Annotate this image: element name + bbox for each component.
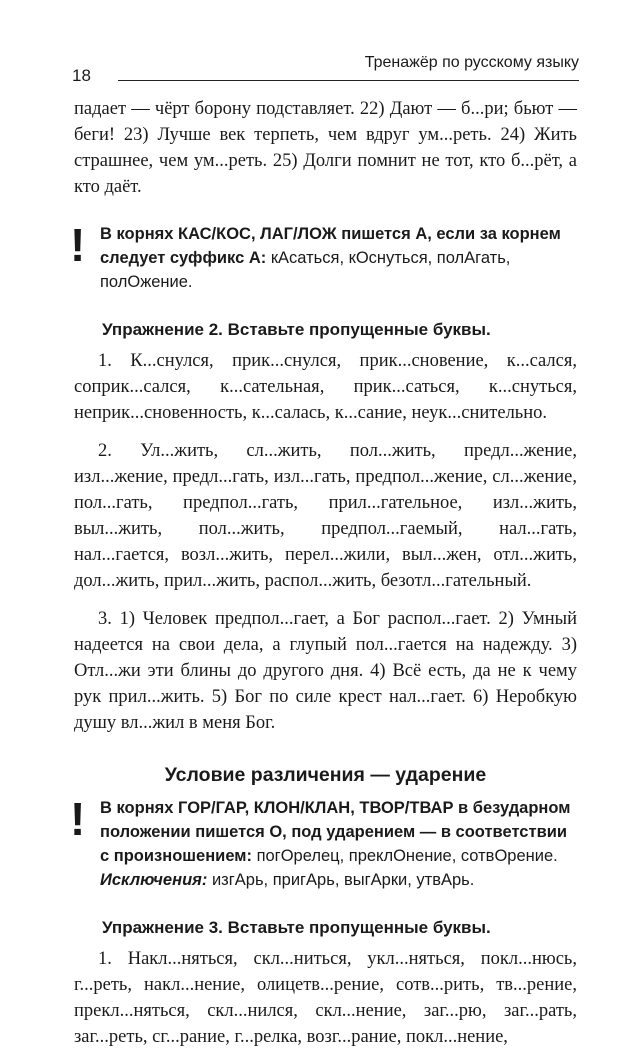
page-content — [70, 96, 577, 1050]
exclamation-icon: ! — [70, 793, 86, 845]
exercise-2-part-2: 2. Ул...жить, сл...жить, пол...жить, предл...жение, изл...жение, предл...гать, изл...гать, предпол...жение, сл...жение, пол...гать, предпол...гать, прил...гательное, изл...жить, выл...жить, пол...жить, предпол...гаемый, нал...гать, нал...гается, возл...жить, перел...жили, выл...жен, отл...жить, дол...жить, прил...жить, распол...жить, безотл...гательный. — [74, 441, 577, 591]
exercise-3-heading: Упражнение 3. Вставьте пропущенные буквы. — [102, 918, 491, 937]
exercise-3-part-1: 1. Накл...няться, скл...ниться, укл...няться, покл...нюсь, г...реть, накл...нение, олицетв...рение, сотв...рить, тв...рение, прекл...няться, скл...нился, скл...нение, заг...рю, заг...рать, заг...реть, сг...рание, г...релка, возг...рание, покл...нение, — [74, 949, 577, 1047]
rule-examples: кАсаться, кОснуться, полАгать, полОжение. — [100, 249, 511, 291]
rule-bold-text: В корнях КАС/КОС, ЛАГ/ЛОЖ пишется А, если за корнем следует суффикс А: — [100, 225, 561, 267]
page-number: 18 — [72, 66, 91, 85]
page-header — [0, 52, 635, 92]
rule-text — [100, 796, 577, 892]
rule-text — [100, 222, 577, 294]
rule-block-gor-gar — [70, 793, 577, 892]
exceptions-label: Исключения: — [100, 871, 208, 889]
running-title: Тренажёр по русскому языку — [364, 54, 579, 71]
section-heading: Условие различения — ударение — [164, 764, 487, 786]
rule-bold-text: В корнях ГОР/ГАР, КЛОН/КЛАН, ТВОР/ТВАР в безударном положении пишется О, под ударением — в соответствии с произношением: — [100, 799, 571, 865]
rule-block-kas-kos — [70, 219, 577, 294]
exercise-2-part-1: 1. К...снулся, прик...снулся, прик...сновение, к...сался, соприк...сался, к...сательная, прик...саться, к...снуться, неприк...сновенность, к...салась, к...сание, неук...снительно. — [74, 351, 577, 423]
rule-examples: погОрелец, преклОнение, сотвОрение. — [251, 847, 558, 865]
exceptions-list: изгАрь, пригАрь, выгАрки, утвАрь. — [207, 871, 475, 889]
top-paragraph: падает — чёрт борону подставляет. 22) Дают — б...ри; бьют — беги! 23) Лучше век терпеть, чем вдруг ум...реть. 24) Жить страшнее, чем ум...реть. 25) Долги помнит не тот, кто б...рёт, а кто даёт. — [74, 99, 577, 197]
exercise-2-part-3: 3. 1) Человек предпол...гает, а Бог распол...гает. 2) Умный надеется на свои дела, а глупый пол...гается на надежду. 3) Отл...жи эти блины до другого дня. 4) Всё есть, да не к чему рук прил...жить. 5) Бог по силе крест нал...гает. 6) Неробкую душу вл...жил в меня Бог. — [74, 609, 577, 733]
exclamation-icon: ! — [70, 219, 86, 271]
header-rule — [118, 80, 579, 81]
exercise-2-heading: Упражнение 2. Вставьте пропущенные буквы. — [102, 320, 491, 339]
